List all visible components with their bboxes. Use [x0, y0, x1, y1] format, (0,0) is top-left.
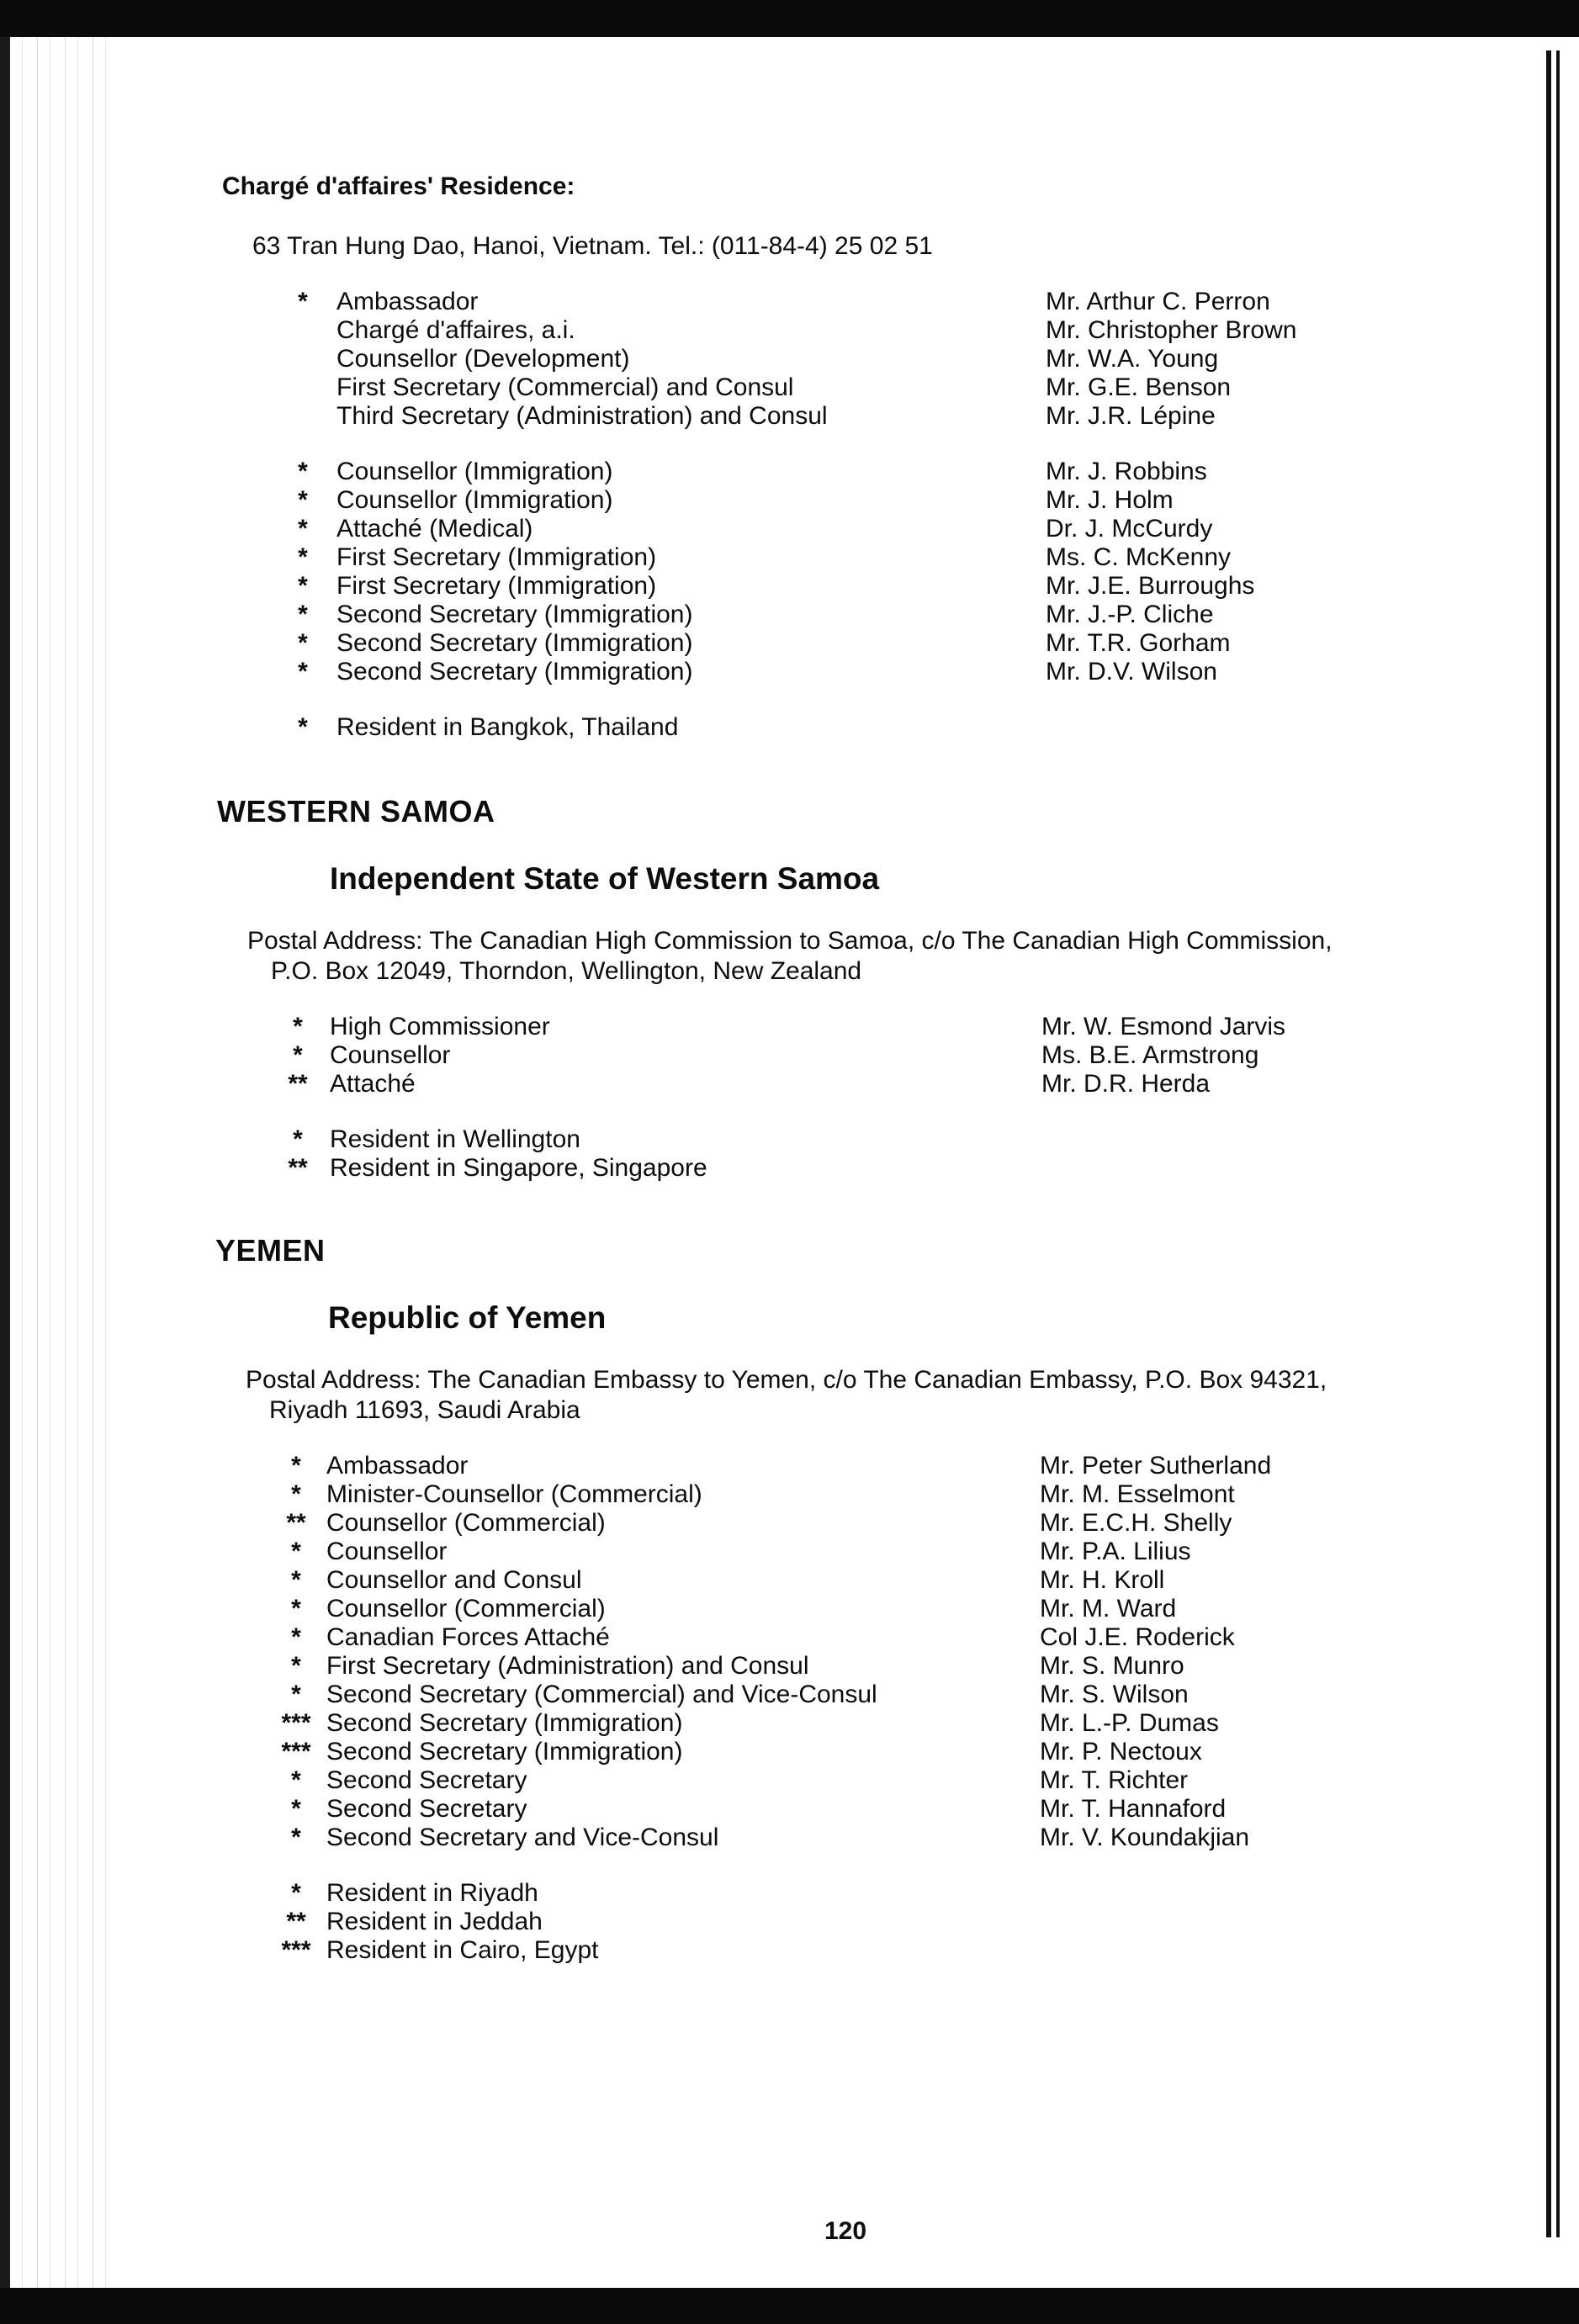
staff-title: Second Secretary [326, 1766, 527, 1794]
staff-title: Counsellor (Commercial) [326, 1595, 606, 1623]
note-marker: ** [286, 1908, 306, 1935]
staff-name: Mr. Arthur C. Perron [1046, 288, 1270, 315]
staff-title: Minister-Counsellor (Commercial) [326, 1480, 702, 1508]
staff-marker: * [291, 1480, 301, 1508]
staff-name: Mr. J. Robbins [1046, 458, 1207, 485]
staff-name: Col J.E. Roderick [1040, 1623, 1235, 1651]
yemen-postal-address-line2: Riyadh 11693, Saudi Arabia [269, 1396, 580, 1424]
staff-marker: * [291, 1538, 301, 1565]
staff-marker: * [293, 1013, 303, 1040]
staff-title: Second Secretary [326, 1795, 527, 1823]
staff-marker: * [291, 1566, 301, 1594]
staff-title: Second Secretary (Commercial) and Vice-Consul [326, 1681, 877, 1708]
staff-marker: * [298, 515, 308, 543]
staff-name: Mr. D.V. Wilson [1046, 658, 1217, 686]
staff-name: Ms. B.E. Armstrong [1041, 1041, 1259, 1069]
note-text: Resident in Riyadh [326, 1879, 538, 1907]
staff-name: Mr. J.R. Lépine [1046, 402, 1216, 430]
staff-title: Second Secretary (Immigration) [336, 629, 693, 657]
staff-marker: * [298, 458, 308, 485]
staff-title: Third Secretary (Administration) and Consul [336, 402, 828, 430]
staff-marker: * [298, 629, 308, 657]
samoa-postal-address-line1: Postal Address: The Canadian High Commission to Samoa, c/o The Canadian High Commission, [247, 927, 1333, 955]
staff-name: Mr. M. Ward [1040, 1595, 1177, 1623]
staff-title: Second Secretary (Immigration) [336, 601, 693, 628]
staff-title: Canadian Forces Attaché [326, 1623, 610, 1651]
samoa-postal-address-line2: P.O. Box 12049, Thorndon, Wellington, New Zealand [271, 957, 862, 985]
staff-name: Mr. T. Hannaford [1040, 1795, 1227, 1823]
staff-name: Mr. E.C.H. Shelly [1040, 1509, 1232, 1537]
staff-name: Mr. G.E. Benson [1046, 373, 1232, 401]
staff-title: Second Secretary (Immigration) [336, 658, 693, 686]
state-heading-yemen: Republic of Yemen [328, 1300, 607, 1335]
country-heading-yemen: YEMEN [215, 1233, 326, 1268]
staff-marker: * [291, 1824, 301, 1851]
staff-title: Chargé d'affaires, a.i. [336, 316, 575, 344]
staff-title: Counsellor (Development) [336, 345, 630, 373]
note-marker: * [293, 1125, 303, 1153]
staff-name: Mr. V. Koundakjian [1040, 1824, 1250, 1851]
residence-address: 63 Tran Hung Dao, Hanoi, Vietnam. Tel.: (011-84-4) 25 02 51 [252, 232, 933, 260]
note-marker: *** [281, 1936, 311, 1964]
staff-name: Mr. P. Nectoux [1040, 1738, 1202, 1765]
staff-marker: * [291, 1595, 301, 1623]
staff-marker: * [291, 1681, 301, 1708]
staff-title: Second Secretary and Vice-Consul [326, 1824, 719, 1851]
country-heading-western-samoa: WESTERN SAMOA [217, 794, 495, 828]
note-text: Resident in Cairo, Egypt [326, 1936, 599, 1964]
staff-marker: *** [281, 1738, 311, 1765]
staff-title: Counsellor (Commercial) [326, 1509, 606, 1537]
staff-name: Mr. W.A. Young [1046, 345, 1219, 373]
note-text: Resident in Jeddah [326, 1908, 543, 1935]
staff-marker: * [298, 486, 308, 514]
page-number: 120 [824, 2217, 867, 2245]
staff-name: Mr. J. Holm [1046, 486, 1174, 514]
staff-name: Mr. W. Esmond Jarvis [1041, 1013, 1286, 1040]
staff-marker: * [298, 572, 308, 600]
residence-heading: Chargé d'affaires' Residence: [222, 172, 575, 200]
staff-name: Mr. M. Esselmont [1040, 1480, 1235, 1508]
staff-name: Ms. C. McKenny [1046, 543, 1232, 571]
staff-title: Attaché [330, 1070, 416, 1098]
staff-title: High Commissioner [330, 1013, 550, 1040]
staff-marker: * [298, 543, 308, 571]
staff-marker: * [298, 601, 308, 628]
staff-name: Dr. J. McCurdy [1046, 515, 1213, 543]
staff-title: Second Secretary (Immigration) [326, 1709, 683, 1737]
staff-marker: ** [286, 1509, 306, 1537]
staff-title: Counsellor [326, 1538, 448, 1565]
staff-name: Mr. Peter Sutherland [1040, 1452, 1272, 1480]
staff-marker: * [291, 1652, 301, 1680]
staff-name: Mr. H. Kroll [1040, 1566, 1165, 1594]
staff-name: Mr. S. Wilson [1040, 1681, 1189, 1708]
staff-marker: * [293, 1041, 303, 1069]
note-marker: * [298, 713, 308, 741]
staff-title: Counsellor (Immigration) [336, 458, 613, 485]
staff-marker: ** [288, 1070, 308, 1098]
staff-marker: * [291, 1766, 301, 1794]
staff-name: Mr. J.-P. Cliche [1046, 601, 1214, 628]
staff-marker: * [291, 1452, 301, 1480]
staff-title: First Secretary (Commercial) and Consul [336, 373, 794, 401]
staff-marker: * [298, 658, 308, 686]
note-marker: ** [288, 1154, 308, 1182]
note-marker: * [291, 1879, 301, 1907]
staff-name: Mr. Christopher Brown [1046, 316, 1297, 344]
staff-marker: *** [281, 1709, 311, 1737]
staff-name: Mr. J.E. Burroughs [1046, 572, 1255, 600]
staff-name: Mr. T.R. Gorham [1046, 629, 1231, 657]
note-text: Resident in Bangkok, Thailand [336, 713, 679, 741]
staff-title: First Secretary (Immigration) [336, 543, 657, 571]
note-text: Resident in Singapore, Singapore [330, 1154, 707, 1182]
staff-title: Counsellor and Consul [326, 1566, 582, 1594]
staff-title: Second Secretary (Immigration) [326, 1738, 683, 1765]
staff-marker: * [291, 1795, 301, 1823]
staff-marker: * [291, 1623, 301, 1651]
yemen-postal-address-line1: Postal Address: The Canadian Embassy to Yemen, c/o The Canadian Embassy, P.O. Box 94321, [246, 1366, 1327, 1394]
staff-title: First Secretary (Administration) and Consul [326, 1652, 809, 1680]
staff-title: Ambassador [336, 288, 479, 315]
staff-name: Mr. P.A. Lilius [1040, 1538, 1191, 1565]
staff-name: Mr. D.R. Herda [1041, 1070, 1211, 1098]
staff-name: Mr. S. Munro [1040, 1652, 1184, 1680]
staff-title: Ambassador [326, 1452, 469, 1480]
staff-title: Counsellor [330, 1041, 451, 1069]
staff-title: First Secretary (Immigration) [336, 572, 657, 600]
state-heading-western-samoa: Independent State of Western Samoa [330, 861, 880, 896]
staff-name: Mr. T. Richter [1040, 1766, 1189, 1794]
staff-name: Mr. L.-P. Dumas [1040, 1709, 1219, 1737]
note-text: Resident in Wellington [330, 1125, 580, 1153]
staff-marker: * [298, 288, 308, 315]
staff-title: Counsellor (Immigration) [336, 486, 613, 514]
staff-title: Attaché (Medical) [336, 515, 533, 543]
